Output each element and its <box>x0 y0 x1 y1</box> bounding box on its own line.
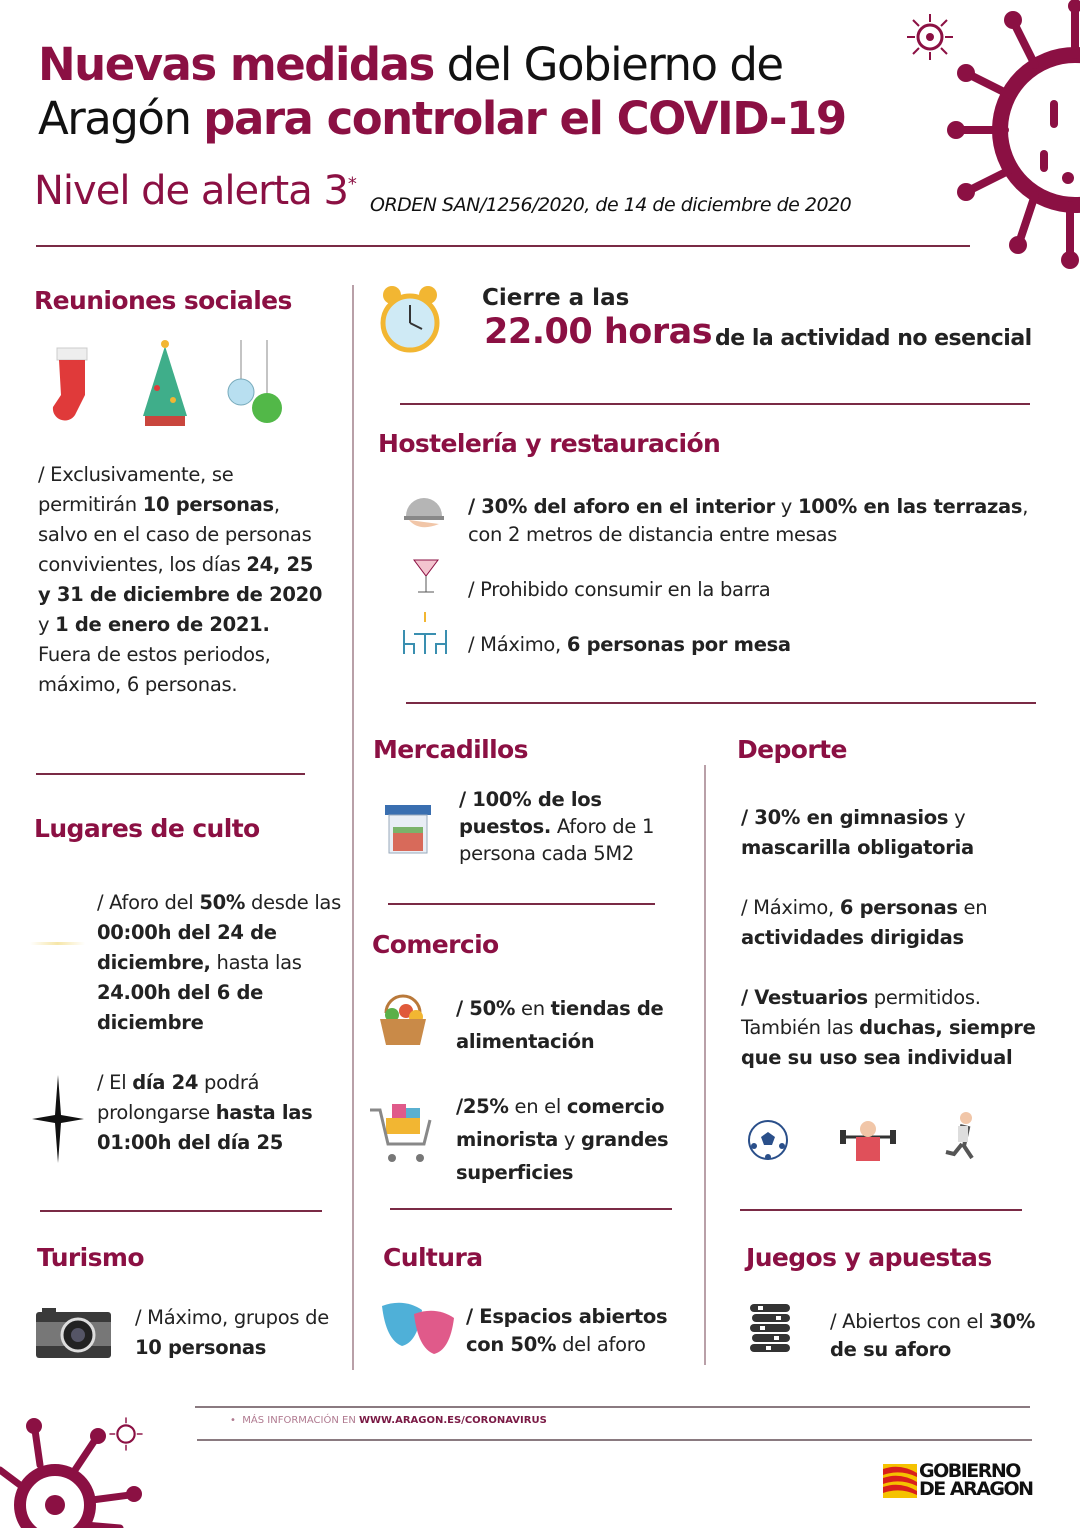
bold-text: /25% <box>456 1095 509 1118</box>
title-line-1 <box>38 38 783 92</box>
bold-text: 24, 25 y 31 de diciembre de 2020 <box>38 553 323 606</box>
bold-text: / 30% del aforo en el interior <box>468 495 775 518</box>
shopping-cart-icon <box>368 1100 434 1166</box>
title-line-2 <box>38 92 846 146</box>
hosteleria-item-1 <box>468 493 1038 549</box>
text: Fuera de estos periodos, máximo, 6 personas. <box>38 643 271 696</box>
bold-text: 10 personas <box>135 1336 267 1359</box>
deporte-heading: Deporte <box>737 735 847 764</box>
bold-text: / Vestuarios <box>741 986 868 1009</box>
weightlifter-icon <box>838 1115 898 1165</box>
aragon-flag-icon <box>883 1464 917 1498</box>
light-icon <box>30 942 85 945</box>
virus-decoration-icon <box>940 0 1080 270</box>
more-info <box>230 1415 547 1426</box>
reuniones-text <box>38 460 323 700</box>
text: / Máximo, <box>741 896 840 919</box>
deporte-item-2 <box>741 893 1061 953</box>
bold-text: / Espacios abiertos con 50% <box>466 1305 668 1356</box>
cierre-rest: de la actividad no esencial <box>715 326 1032 351</box>
text: , con 2 metros de distancia entre mesas <box>468 495 1029 546</box>
bold-text: 1 de enero de 2021. <box>55 613 270 636</box>
bold-text: hasta las 01:00h del día 25 <box>97 1101 313 1154</box>
column-divider-2 <box>704 765 706 1365</box>
bold-text: tiendas de alimentación <box>456 997 664 1053</box>
bold-text: / 100% de los puestos. <box>459 788 602 838</box>
bold-text: 6 personas <box>839 896 958 919</box>
divider <box>36 773 305 775</box>
bold-text: día 24 <box>132 1071 199 1094</box>
bold-text: / 50% <box>456 997 516 1020</box>
divider <box>400 403 1030 405</box>
text: hasta las <box>210 951 302 974</box>
bold-text: 24.00h del 6 de diciembre <box>97 981 264 1034</box>
grocery-basket-icon <box>376 993 430 1047</box>
bold-text: actividades dirigidas <box>741 926 964 949</box>
more-info-prefix: MÁS INFORMACIÓN EN <box>242 1415 359 1426</box>
bold-text: duchas, siempre que su uso sea individual <box>741 1016 1036 1069</box>
bold-text: / 30% en gimnasios <box>741 806 949 829</box>
mercadillos-text <box>459 786 679 867</box>
text: y <box>557 1128 582 1151</box>
deporte-item-3 <box>741 983 1066 1073</box>
text: / Máximo, grupos de <box>135 1306 329 1329</box>
text: y <box>774 495 798 518</box>
cocktail-icon <box>412 550 440 595</box>
divider <box>406 702 1036 704</box>
comercio-heading: Comercio <box>372 930 499 959</box>
alert-level <box>34 168 356 214</box>
bold-text: 30% de su aforo <box>830 1310 1036 1361</box>
text: / Abiertos con el <box>830 1310 990 1333</box>
text: y <box>38 613 56 636</box>
comercio-item-2 <box>456 1090 696 1189</box>
cultura-text <box>466 1303 696 1359</box>
bold-text: 6 personas por mesa <box>566 633 791 656</box>
bold-text: Nuevas medidas <box>38 38 434 91</box>
culto-text-1 <box>97 888 347 1038</box>
alert-asterisk: * <box>347 173 356 195</box>
turismo-heading: Turismo <box>37 1243 144 1272</box>
camera-icon <box>36 1308 111 1358</box>
juegos-text <box>830 1308 1050 1364</box>
bullet: • <box>230 1415 243 1426</box>
cierre-line1: Cierre a las <box>482 285 630 311</box>
header-divider <box>36 245 970 247</box>
reuniones-heading: Reuniones sociales <box>34 286 292 315</box>
cloche-icon <box>403 492 445 534</box>
text: / El <box>97 1071 133 1094</box>
small-virus-icon <box>905 12 955 62</box>
theater-masks-icon <box>380 1300 456 1355</box>
bold-text: mascarilla obligatoria <box>741 836 974 859</box>
bold-text: para controlar el COVID-19 <box>203 92 846 145</box>
text: podrá prolongarse <box>97 1071 260 1124</box>
poker-chips-icon <box>748 1302 792 1358</box>
star-icon <box>32 1075 84 1163</box>
alarm-clock-icon <box>378 283 442 358</box>
hosteleria-heading: Hostelería y restauración <box>378 429 721 458</box>
bold-text: 50% <box>199 891 246 914</box>
cierre-hour: 22.00 horas <box>484 312 713 352</box>
divider <box>388 903 655 905</box>
text: del aforo <box>556 1333 646 1356</box>
small-virus-bottom-icon <box>108 1416 144 1452</box>
soccer-ball-icon <box>746 1118 790 1162</box>
bold-text: 10 personas <box>142 493 274 516</box>
text: Aragón <box>38 92 204 145</box>
text: , salvo en el caso de personas convivientes, los días <box>38 493 312 576</box>
text: y <box>948 806 966 829</box>
christmas-stocking-icon <box>45 343 100 428</box>
table-chairs-icon <box>400 612 450 657</box>
logo-line-2: DE ARAGON <box>919 1478 1033 1500</box>
text: Aforo de 1 persona cada 5M2 <box>459 815 655 865</box>
culto-heading: Lugares de culto <box>34 814 260 843</box>
divider <box>40 1210 322 1212</box>
footer-divider-top <box>195 1406 1030 1408</box>
footer-divider-bottom <box>197 1439 1032 1441</box>
bold-text: 00:00h del 24 de diciembre, <box>97 921 277 974</box>
culto-text-2 <box>97 1068 337 1158</box>
text: / Aforo del <box>97 891 200 914</box>
comercio-item-1 <box>456 992 691 1058</box>
more-info-link[interactable]: WWW.ARAGON.ES/CORONAVIRUS <box>359 1415 547 1426</box>
text: / Máximo, <box>468 633 567 656</box>
divider <box>390 1208 672 1210</box>
runner-icon <box>940 1110 980 1170</box>
text: permitidos. También las <box>741 986 981 1039</box>
hosteleria-item-3 <box>468 630 1028 660</box>
order-reference: ORDEN SAN/1256/2020, de 14 de diciembre de 2020 <box>370 194 852 216</box>
mercadillos-heading: Mercadillos <box>373 735 528 764</box>
text: / Exclusivamente, se permitirán <box>38 463 234 516</box>
bold-text: grandes superficies <box>456 1128 669 1184</box>
juegos-heading: Juegos y apuestas <box>746 1243 992 1272</box>
text: / Prohibido consumir en la barra <box>468 578 771 601</box>
alert-level-text: Nivel de alerta 3 <box>34 168 348 214</box>
column-divider <box>352 285 354 1370</box>
bold-text: comercio minorista <box>456 1095 665 1151</box>
text: en <box>515 997 551 1020</box>
cultura-heading: Cultura <box>383 1243 483 1272</box>
logo-line-1: GOBIERNO <box>919 1460 1020 1482</box>
deporte-item-1 <box>741 803 1061 863</box>
text: en <box>957 896 988 919</box>
christmas-ornaments-icon <box>225 340 285 428</box>
market-stall-icon <box>383 803 433 855</box>
text: desde las <box>245 891 341 914</box>
hosteleria-item-2 <box>468 575 1028 605</box>
text: del Gobierno de <box>433 38 783 91</box>
turismo-text <box>135 1303 335 1363</box>
christmas-tree-icon <box>135 338 195 428</box>
text: en el <box>508 1095 567 1118</box>
divider <box>740 1209 1022 1211</box>
bold-text: 100% en las terrazas <box>797 495 1023 518</box>
